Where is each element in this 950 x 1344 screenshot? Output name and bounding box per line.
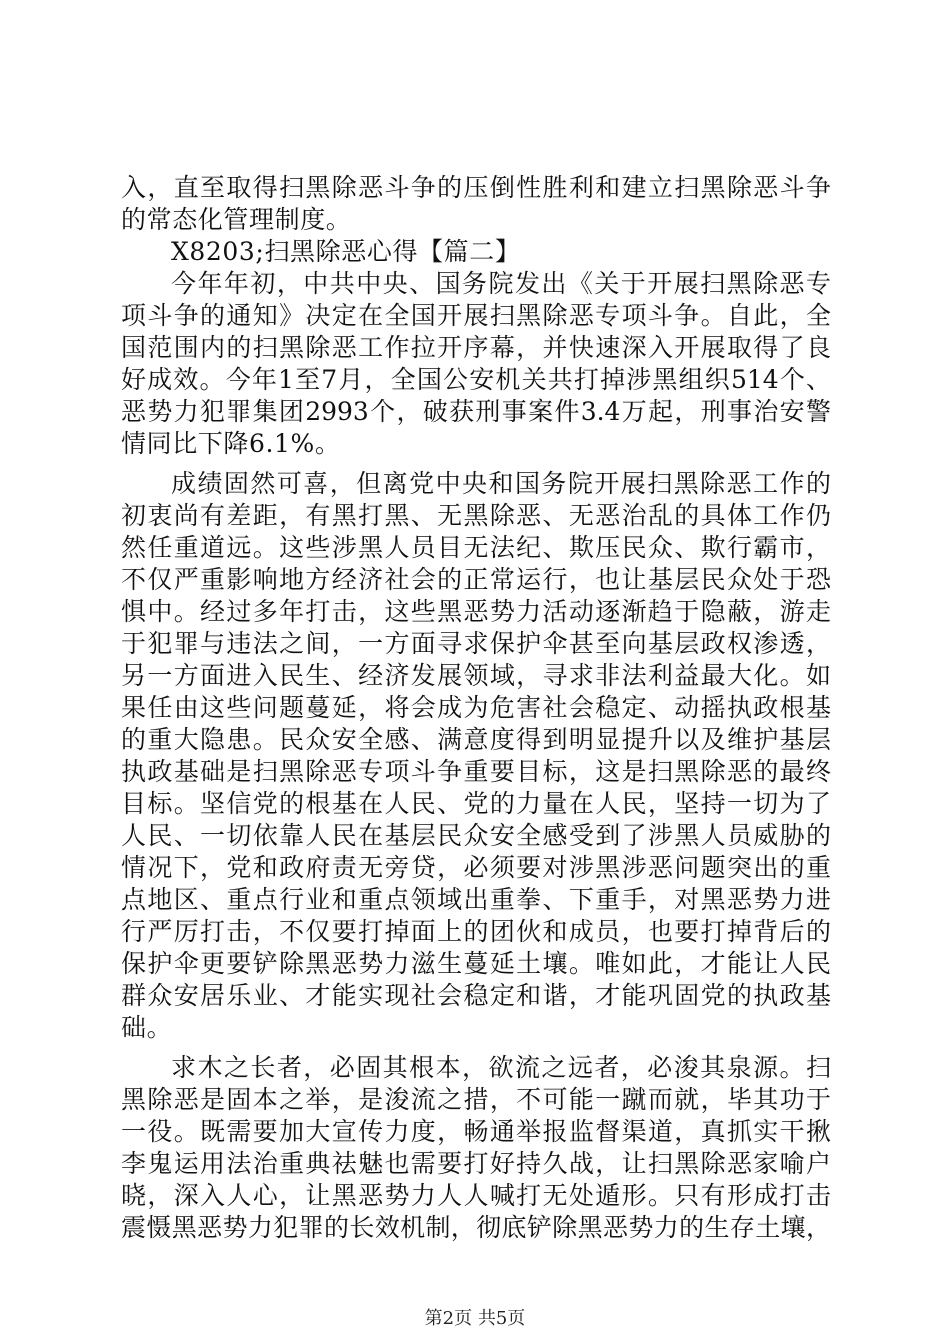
text-line: 果任由这些问题蔓延，将会成为危害社会稳定、动摇执政根基 <box>121 693 831 722</box>
text-line: 人民、一切依靠人民在基层民众安全感受到了涉黑人员威胁的 <box>121 821 831 850</box>
text-line: 不仅严重影响地方经济社会的正常运行，也让基层民众处于恐 <box>121 565 831 594</box>
text-line: 李鬼运用法治重典祛魅也需要打好持久战，让扫黑除恶家喻户 <box>121 1149 831 1178</box>
text-line: 初衷尚有差距，有黑打黑、无黑除恶、无恶治乱的具体工作仍 <box>121 501 831 530</box>
text-line: 情况下，党和政府责无旁贷，必须要对涉黑涉恶问题突出的重 <box>121 853 831 882</box>
text-line: 于犯罪与违法之间，一方面寻求保护伞甚至向基层政权渗透， <box>121 629 831 658</box>
text-line: 项斗争的通知》决定在全国开展扫黑除恶专项斗争。自此，全 <box>121 301 831 330</box>
text-line: 晓，深入人心，让黑恶势力人人喊打无处遁形。只有形成打击 <box>121 1181 831 1210</box>
text-line: 行严厉打击，不仅要打掉面上的团伙和成员，也要打掉背后的 <box>121 917 831 946</box>
text-line: 的重大隐患。民众安全感、满意度得到明显提升以及维护基层 <box>121 725 831 754</box>
text-line: 的常态化管理制度。 <box>121 205 352 234</box>
paragraph-gap <box>121 460 831 468</box>
text-line: 求木之长者，必固其根本，欲流之远者，必浚其泉源。扫 <box>171 1053 831 1082</box>
text-line: 保护伞更要铲除黑恶势力滋生蔓延土壤。唯如此，才能让人民 <box>121 949 831 978</box>
page-number-footer: 第2页 共5页 <box>424 1308 526 1329</box>
document-body <box>121 172 831 1244</box>
text-line: 入，直至取得扫黑除恶斗争的压倒性胜利和建立扫黑除恶斗争 <box>121 173 831 202</box>
text-line: 国范围内的扫黑除恶工作拉开序幕，并快速深入开展取得了良 <box>121 333 831 362</box>
text-line: 目标。坚信党的根基在人民、党的力量在人民，坚持一切为了 <box>121 789 831 818</box>
text-line: 成绩固然可喜，但离党中央和国务院开展扫黑除恶工作的 <box>171 469 831 498</box>
text-line: 今年年初，中共中央、国务院发出《关于开展扫黑除恶专 <box>171 269 831 298</box>
section-heading: X8203;扫黑除恶心得【篇二】 <box>171 237 521 266</box>
text-line: 点地区、重点行业和重点领域出重拳、下重手，对黑恶势力进 <box>121 885 831 914</box>
text-line: 情同比下降6.1%。 <box>121 429 341 458</box>
text-line: 惧中。经过多年打击，这些黑恶势力活动逐渐趋于隐蔽，游走 <box>121 597 831 626</box>
text-line: 恶势力犯罪集团2993个，破获刑事案件3.4万起，刑事治安警 <box>121 397 831 426</box>
text-line: 础。 <box>121 1013 173 1042</box>
text-line: 另一方面进入民生、经济发展领域，寻求非法利益最大化。如 <box>121 661 831 690</box>
text-line: 一役。既需要加大宣传力度，畅通举报监督渠道，真抓实干揪 <box>121 1117 831 1146</box>
text-line: 执政基础是扫黑除恶专项斗争重要目标，这是扫黑除恶的最终 <box>121 757 831 786</box>
text-line: 然任重道远。这些涉黑人员目无法纪、欺压民众、欺行霸市， <box>121 533 831 562</box>
text-line: 震慑黑恶势力犯罪的长效机制，彻底铲除黑恶势力的生存土壤， <box>121 1213 831 1242</box>
text-line: 群众安居乐业、才能实现社会稳定和谐，才能巩固党的执政基 <box>121 981 831 1010</box>
paragraph-gap <box>121 1044 831 1052</box>
text-line: 黑除恶是固本之举，是浚流之措，不可能一蹴而就，毕其功于 <box>121 1085 831 1114</box>
text-line: 好成效。今年1至7月，全国公安机关共打掉涉黑组织514个、 <box>121 365 831 394</box>
